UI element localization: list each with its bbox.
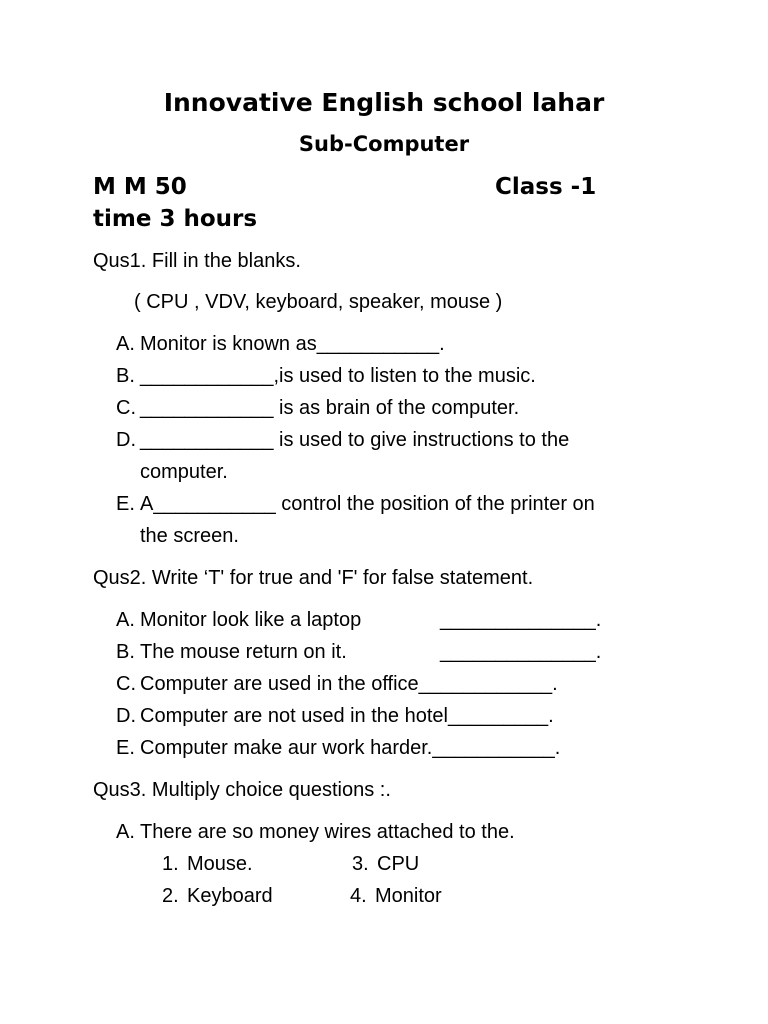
q2-item-blank: ______________. xyxy=(440,609,602,631)
choice-marker: 4. xyxy=(350,885,367,907)
choice-marker: 2. xyxy=(162,885,179,907)
school-title: Innovative English school lahar xyxy=(163,88,605,117)
max-marks: M M 50 xyxy=(93,174,187,200)
q1-item-marker: E. xyxy=(116,493,135,515)
q1-item-marker: D. xyxy=(116,429,136,451)
q2-item-marker: B. xyxy=(116,641,135,663)
q2-item-text: Computer are not used in the hotel_________. xyxy=(140,705,554,727)
q2-item-text: The mouse return on it. xyxy=(140,641,347,663)
q1-item-text: A___________ control the position of the printer on xyxy=(140,493,595,515)
choice-text: Monitor xyxy=(375,885,442,907)
q2-item-text: Computer are used in the office____________. xyxy=(140,673,558,695)
q2-item-text: Monitor look like a laptop xyxy=(140,609,362,631)
q2-item-marker: C. xyxy=(116,673,136,695)
q1-item-marker: B. xyxy=(116,365,135,387)
q2-title: Qus2. Write ‘T' for true and 'F' for false statement. xyxy=(93,567,534,589)
q2-item-marker: D. xyxy=(116,705,136,727)
q3-title: Qus3. Multiply choice questions :. xyxy=(93,779,391,801)
q1-item-text: ____________ is as brain of the computer. xyxy=(140,397,520,419)
q1-item-text-cont: computer. xyxy=(140,461,228,483)
q2-item-blank: ______________. xyxy=(440,641,602,663)
subject-title: Sub-Computer xyxy=(298,132,470,156)
q1-item-marker: C. xyxy=(116,397,136,419)
choice-text: Keyboard xyxy=(187,885,273,907)
class-label: Class -1 xyxy=(495,174,597,200)
q2-item-text: Computer make aur work harder.___________. xyxy=(140,737,561,759)
q3-item-marker: A. xyxy=(116,821,135,843)
time-label: time 3 hours xyxy=(93,206,258,232)
q1-title: Qus1. Fill in the blanks. xyxy=(93,250,301,272)
q1-item-text: ____________ is used to give instructions to the xyxy=(140,429,570,451)
choice-text: Mouse. xyxy=(187,853,253,875)
q1-item-text-cont: the screen. xyxy=(140,525,239,547)
q2-item-marker: A. xyxy=(116,609,135,631)
choice-marker: 3. xyxy=(352,853,369,875)
q1-item-marker: A. xyxy=(116,333,135,355)
q2-item-marker: E. xyxy=(116,737,135,759)
q3-item-text: There are so money wires attached to the. xyxy=(140,821,515,843)
choice-text: CPU xyxy=(377,853,420,875)
q1-item-text: ____________,is used to listen to the music. xyxy=(140,365,536,387)
q1-item-text: Monitor is known as___________. xyxy=(140,333,445,355)
q1-options: ( CPU , VDV, keyboard, speaker, mouse ) xyxy=(134,291,503,313)
choice-marker: 1. xyxy=(162,853,179,875)
